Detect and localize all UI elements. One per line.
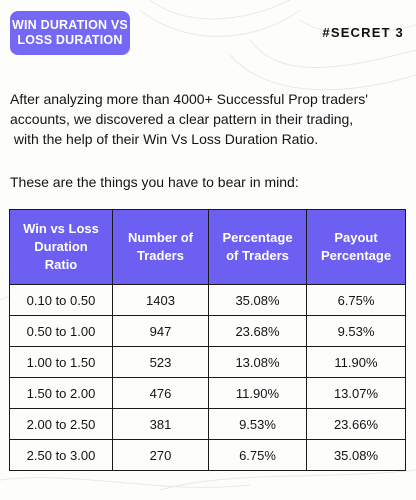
- column-header-percentage: [209, 210, 307, 285]
- cell-percentage: 9.53%: [209, 409, 307, 440]
- secret-tag: #SECRET 3: [322, 25, 404, 40]
- cell-percentage: 11.90%: [209, 378, 307, 409]
- badge-line-2: LOSS DURATION: [17, 33, 123, 47]
- duration-ratio-table: [9, 209, 406, 471]
- column-header-ratio: [10, 210, 113, 285]
- cell-ratio: 0.50 to 1.00: [10, 316, 113, 347]
- cell-percentage: 13.08%: [209, 347, 307, 378]
- header-text-line: Traders: [137, 248, 184, 263]
- header-text-line: Number of: [128, 230, 193, 245]
- cell-traders: 947: [113, 316, 209, 347]
- cell-percentage: 35.08%: [209, 285, 307, 316]
- header-text-line: Win vs Loss: [23, 221, 99, 236]
- header-text-line: Payout: [334, 230, 378, 245]
- cell-payout: 35.08%: [307, 440, 406, 471]
- header-text-line: Ratio: [44, 257, 78, 272]
- cell-percentage: 23.68%: [209, 316, 307, 347]
- intro-paragraph: [10, 89, 410, 149]
- intro-line-3: with the help of their Win Vs Loss Duration Ratio.: [10, 131, 319, 147]
- table-header-row: [10, 210, 406, 285]
- cell-traders: 523: [113, 347, 209, 378]
- cell-ratio: 2.00 to 2.50: [10, 409, 113, 440]
- table-row: [10, 316, 406, 347]
- header-text-line: Percentage: [320, 248, 392, 263]
- column-header-traders: [113, 210, 209, 285]
- intro-line-1: After analyzing more than 4000+ Successful Prop traders': [10, 91, 368, 107]
- badge-line-1: WIN DURATION VS: [12, 18, 128, 32]
- cell-traders: 1403: [113, 285, 209, 316]
- cell-traders: 476: [113, 378, 209, 409]
- cell-traders: 381: [113, 409, 209, 440]
- topic-badge: [10, 11, 130, 55]
- cell-payout: 13.07%: [307, 378, 406, 409]
- cell-payout: 9.53%: [307, 316, 406, 347]
- table-row: [10, 409, 406, 440]
- cell-ratio: 2.50 to 3.00: [10, 440, 113, 471]
- header-text-line: Duration: [34, 239, 88, 254]
- reminder-note: These are the things you have to bear in mind:: [10, 174, 299, 190]
- cell-payout: 6.75%: [307, 285, 406, 316]
- table-row: [10, 440, 406, 471]
- header-text-line: of Traders: [226, 248, 289, 263]
- intro-line-2: accounts, we discovered a clear pattern in their trading,: [10, 111, 354, 127]
- cell-percentage: 6.75%: [209, 440, 307, 471]
- header-text-line: Percentage: [222, 230, 293, 245]
- table-row: [10, 378, 406, 409]
- table-row: [10, 347, 406, 378]
- cell-payout: 11.90%: [307, 347, 406, 378]
- cell-ratio: 0.10 to 0.50: [10, 285, 113, 316]
- cell-traders: 270: [113, 440, 209, 471]
- cell-payout: 23.66%: [307, 409, 406, 440]
- column-header-payout: [307, 210, 406, 285]
- table-row: [10, 285, 406, 316]
- cell-ratio: 1.00 to 1.50: [10, 347, 113, 378]
- cell-ratio: 1.50 to 2.00: [10, 378, 113, 409]
